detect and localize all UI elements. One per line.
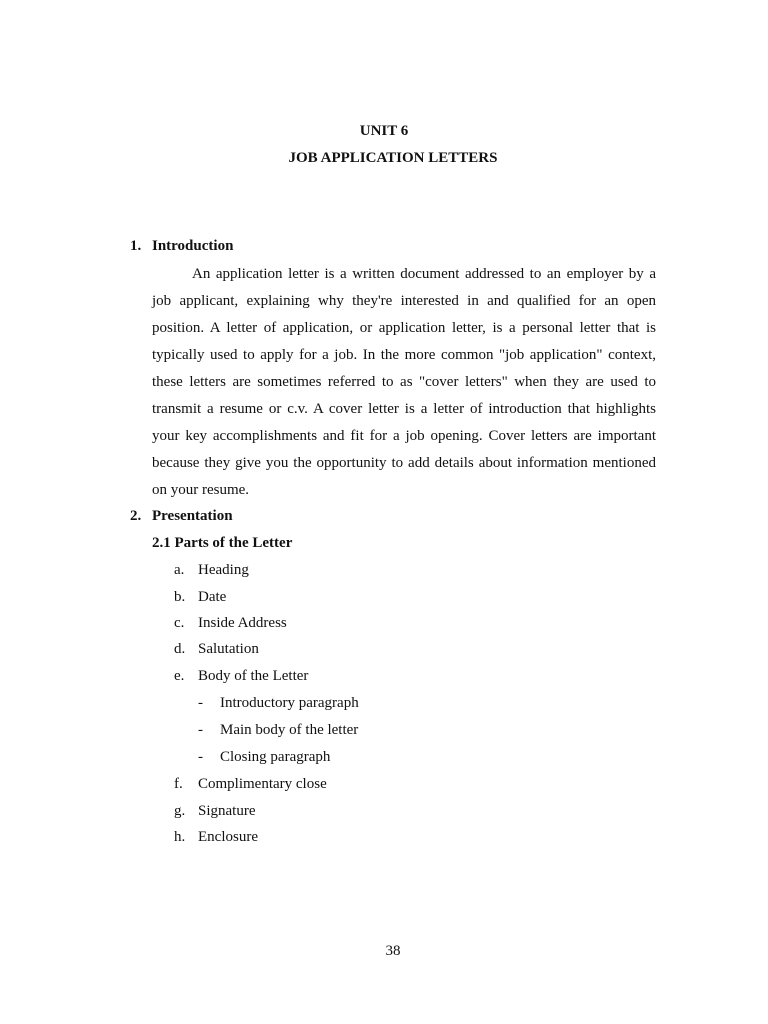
list-label: Inside Address [198,615,287,631]
list-marker: e. [174,668,185,684]
page-number: 38 [385,943,401,959]
list-item [174,827,258,847]
list-marker: h. [174,829,186,845]
sub-list-item [198,747,330,767]
sub-list-item [198,720,358,740]
list-item [174,774,327,794]
subsection-heading-parts: 2.1 Parts of the Letter [152,535,293,551]
unit-title: UNIT 6 [359,123,409,139]
sub-list-label: Introductory paragraph [220,695,359,711]
list-item [174,613,287,633]
list-label: Complimentary close [198,776,327,792]
list-label: Enclosure [198,829,258,845]
list-marker: d. [174,641,186,657]
list-item [174,801,256,821]
list-item [174,560,249,580]
list-item [174,666,308,686]
list-label: Body of the Letter [198,668,309,684]
list-marker: g. [174,803,186,819]
list-marker: b. [174,589,186,605]
list-marker: f. [174,776,183,792]
list-item [174,639,259,659]
list-label: Heading [198,562,249,578]
list-label: Signature [198,803,256,819]
section-number: 1. [130,238,142,254]
dash-marker: - [198,695,203,711]
dash-marker: - [198,749,203,765]
dash-marker: - [198,722,203,738]
list-item [174,587,226,607]
list-marker: c. [174,615,185,631]
list-marker: a. [174,562,185,578]
sub-list-label: Main body of the letter [220,722,359,738]
section-heading-introduction [130,236,233,256]
sub-list-label: Closing paragraph [220,749,331,765]
section-heading-presentation [130,506,233,526]
introduction-paragraph: An application letter is a written document addressed to an employer by a job applicant, explaining why they're interested in and qualified for an open position. A letter of application, or application letter, is a personal letter that is typically used to apply for a job. In the more common "job application" context, these letters are sometimes referred to as "cover letters" when they are used to transmit a resume or c.v. A cover letter is a letter of introduction that highlights your key accomplishments and fit for a job opening. Cover letters are important because they give you the opportunity to add details about information mentioned on your resume. [152,266,656,498]
list-label: Salutation [198,641,259,657]
sub-list-item [198,693,359,713]
section-title: Introduction [152,238,234,254]
list-label: Date [198,589,227,605]
document-title: JOB APPLICATION LETTERS [288,150,498,166]
section-title: Presentation [152,508,233,524]
section-number: 2. [130,508,142,524]
